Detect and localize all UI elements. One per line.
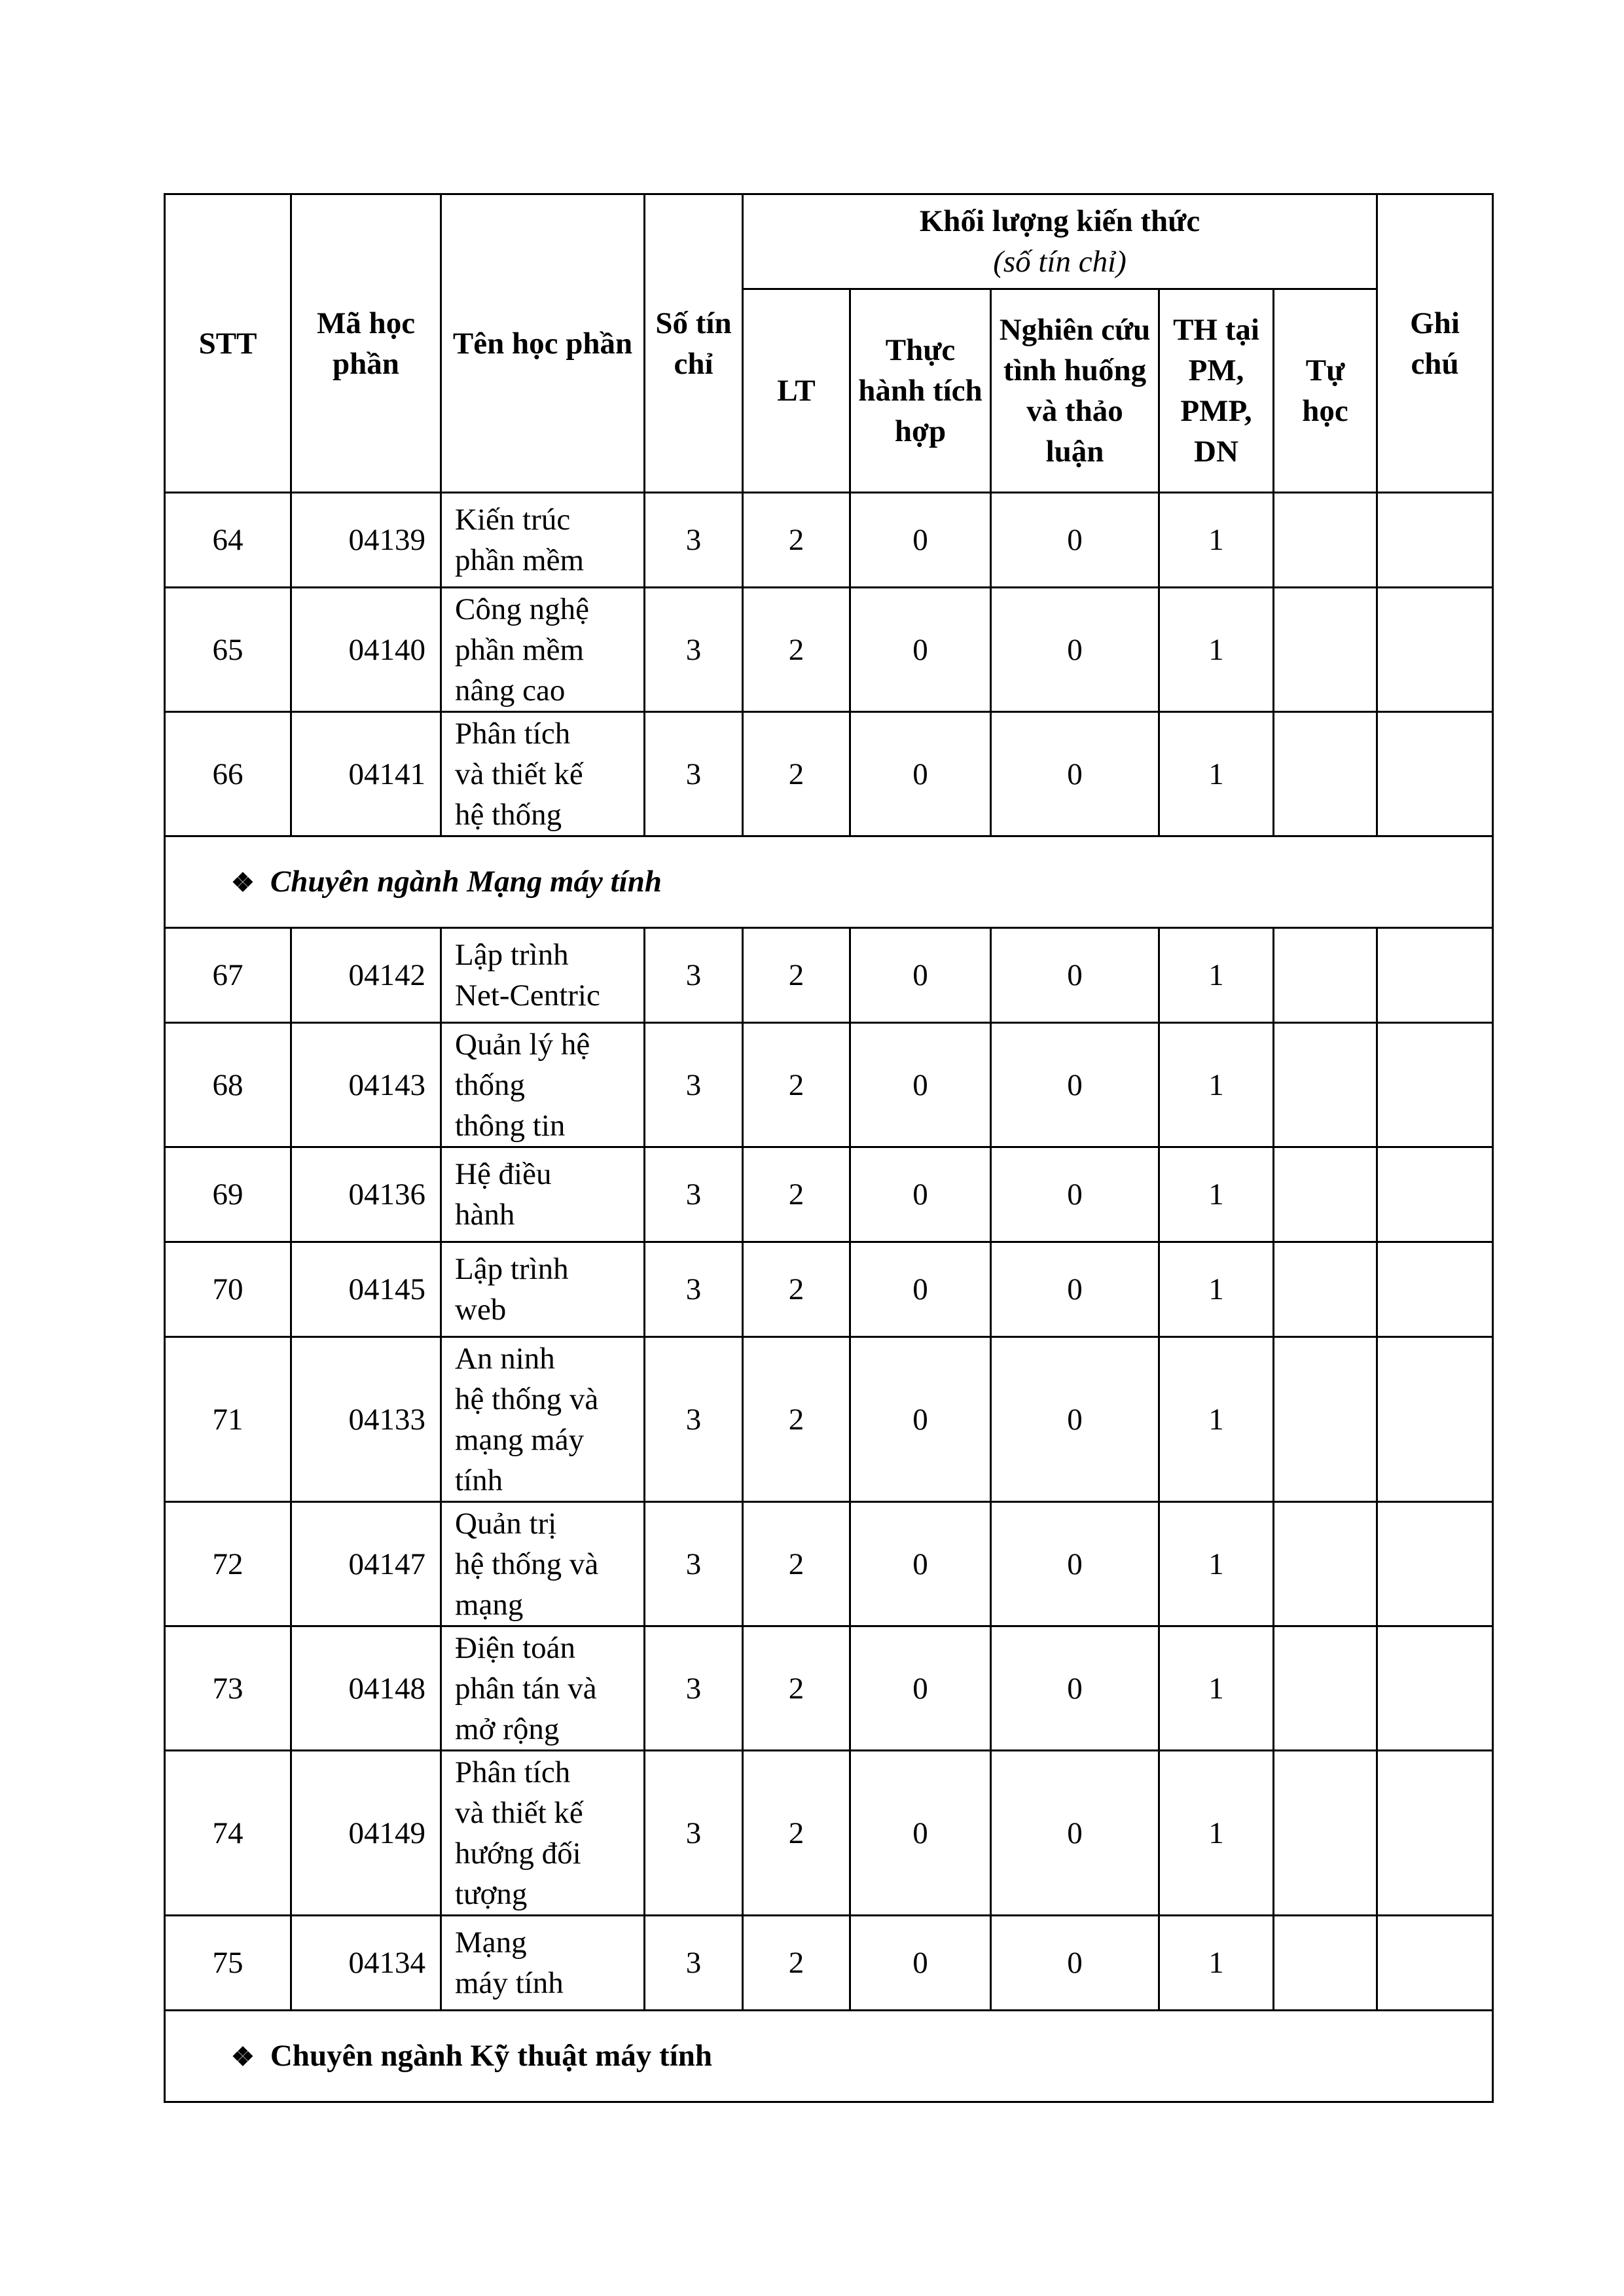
- course-name-line: Lập trình: [455, 938, 569, 972]
- course-name-line: Phân tích: [455, 716, 571, 751]
- cell-lab: 1: [1159, 1023, 1274, 1147]
- cell-stt: 73: [165, 1626, 291, 1751]
- cell-code: 04136: [291, 1147, 441, 1242]
- course-name-line: Net-Centric: [455, 978, 600, 1013]
- curriculum-table: [164, 193, 1494, 2103]
- course-name-line: tính: [455, 1463, 503, 1498]
- cell-note: [1377, 712, 1493, 836]
- cell-note: [1377, 1147, 1493, 1242]
- cell-credits: 3: [645, 928, 743, 1023]
- cell-lab: 1: [1159, 1147, 1274, 1242]
- table-row: [165, 1023, 1493, 1147]
- table-body-block2: [165, 928, 1493, 2011]
- cell-practice: 0: [850, 1242, 991, 1337]
- cell-credits: 3: [645, 1916, 743, 2011]
- table-row: [165, 1502, 1493, 1626]
- header-group-subtitle: (số tín chỉ): [993, 245, 1127, 279]
- cell-lt: 2: [743, 1337, 850, 1502]
- course-name-line: An ninh: [455, 1341, 555, 1376]
- cell-lab: 1: [1159, 928, 1274, 1023]
- diamond-bullet-icon: ❖: [231, 867, 255, 897]
- table-row: [165, 712, 1493, 836]
- course-name-line: hướng đối: [455, 1836, 581, 1871]
- course-name-line: Phân tích: [455, 1755, 571, 1789]
- cell-name: [441, 1626, 645, 1751]
- cell-lab: 1: [1159, 1916, 1274, 2011]
- cell-credits: 3: [645, 1751, 743, 1916]
- cell-research: 0: [991, 588, 1159, 712]
- cell-self-study: [1274, 1916, 1377, 2011]
- cell-self-study: [1274, 1242, 1377, 1337]
- cell-stt: 65: [165, 588, 291, 712]
- cell-self-study: [1274, 1337, 1377, 1502]
- cell-lab: 1: [1159, 712, 1274, 836]
- course-name-line: máy tính: [455, 1966, 564, 2000]
- cell-code: 04148: [291, 1626, 441, 1751]
- cell-code: 04145: [291, 1242, 441, 1337]
- cell-note: [1377, 588, 1493, 712]
- cell-name: [441, 1242, 645, 1337]
- cell-lab: 1: [1159, 1626, 1274, 1751]
- cell-self-study: [1274, 1751, 1377, 1916]
- course-name-line: thống: [455, 1067, 526, 1102]
- cell-lab: 1: [1159, 493, 1274, 588]
- course-name-line: Công nghệ: [455, 592, 589, 626]
- cell-research: 0: [991, 1751, 1159, 1916]
- course-name-line: Kiến trúc: [455, 503, 571, 537]
- cell-lab: 1: [1159, 1242, 1274, 1337]
- table-row: [165, 1147, 1493, 1242]
- cell-code: 04149: [291, 1751, 441, 1916]
- course-name-line: Hệ điều: [455, 1157, 552, 1191]
- cell-self-study: [1274, 1626, 1377, 1751]
- cell-name: [441, 1916, 645, 2011]
- cell-research: 0: [991, 1242, 1159, 1337]
- table-row: [165, 493, 1493, 588]
- cell-name: [441, 1337, 645, 1502]
- course-name-line: Lập trình: [455, 1252, 569, 1286]
- header-note: Ghi chú: [1377, 194, 1493, 493]
- table-row: [165, 928, 1493, 1023]
- course-name-line: và thiết kế: [455, 1795, 583, 1830]
- cell-credits: 3: [645, 588, 743, 712]
- cell-note: [1377, 1242, 1493, 1337]
- cell-self-study: [1274, 712, 1377, 836]
- cell-code: 04143: [291, 1023, 441, 1147]
- cell-lt: 2: [743, 1502, 850, 1626]
- cell-practice: 0: [850, 493, 991, 588]
- cell-lt: 2: [743, 1916, 850, 2011]
- cell-code: 04140: [291, 588, 441, 712]
- header-knowledge-group: [743, 194, 1377, 289]
- diamond-bullet-icon: ❖: [231, 2041, 255, 2072]
- table-row: [165, 588, 1493, 712]
- cell-credits: 3: [645, 493, 743, 588]
- header-credits: Số tín chỉ: [645, 194, 743, 493]
- section-row-computer-engineering: [165, 2011, 1493, 2102]
- cell-credits: 3: [645, 1147, 743, 1242]
- header-stt: STT: [165, 194, 291, 493]
- header-research: Nghiên cứu tình huống và thảo luận: [991, 289, 1159, 493]
- cell-lt: 2: [743, 928, 850, 1023]
- course-name-line: hệ thống: [455, 797, 562, 832]
- course-name-line: phân tán và: [455, 1671, 597, 1706]
- table-row: [165, 1337, 1493, 1502]
- cell-research: 0: [991, 1502, 1159, 1626]
- cell-research: 0: [991, 1337, 1159, 1502]
- header-name: Tên học phần: [441, 194, 645, 493]
- table-row: [165, 1626, 1493, 1751]
- cell-name: [441, 712, 645, 836]
- course-name-line: hành: [455, 1198, 515, 1232]
- course-name-line: và thiết kế: [455, 757, 583, 791]
- cell-stt: 64: [165, 493, 291, 588]
- cell-stt: 70: [165, 1242, 291, 1337]
- cell-name: [441, 493, 645, 588]
- course-name-line: nâng cao: [455, 673, 566, 708]
- cell-practice: 0: [850, 1337, 991, 1502]
- cell-research: 0: [991, 1626, 1159, 1751]
- cell-code: 04142: [291, 928, 441, 1023]
- cell-lt: 2: [743, 1626, 850, 1751]
- table-row: [165, 1242, 1493, 1337]
- course-name-line: Điện toán: [455, 1630, 576, 1665]
- cell-research: 0: [991, 1916, 1159, 2011]
- cell-lt: 2: [743, 1751, 850, 1916]
- cell-stt: 67: [165, 928, 291, 1023]
- cell-note: [1377, 1751, 1493, 1916]
- cell-credits: 3: [645, 1626, 743, 1751]
- section-label: Chuyên ngành Mạng máy tính: [270, 864, 662, 899]
- course-name-line: Mạng: [455, 1926, 527, 1960]
- course-name-line: Quản lý hệ: [455, 1027, 590, 1062]
- table-row: [165, 1751, 1493, 1916]
- cell-lab: 1: [1159, 1337, 1274, 1502]
- cell-credits: 3: [645, 1242, 743, 1337]
- course-name-line: thông tin: [455, 1108, 566, 1143]
- header-group-title: Khối lượng kiến thức: [919, 204, 1200, 238]
- cell-credits: 3: [645, 712, 743, 836]
- cell-name: [441, 588, 645, 712]
- cell-self-study: [1274, 1023, 1377, 1147]
- cell-credits: 3: [645, 1337, 743, 1502]
- cell-code: 04139: [291, 493, 441, 588]
- cell-stt: 68: [165, 1023, 291, 1147]
- cell-self-study: [1274, 493, 1377, 588]
- cell-stt: 71: [165, 1337, 291, 1502]
- section-label: Chuyên ngành Kỹ thuật máy tính: [270, 2038, 713, 2073]
- cell-lt: 2: [743, 588, 850, 712]
- header-self-study: Tự học: [1274, 289, 1377, 493]
- cell-stt: 74: [165, 1751, 291, 1916]
- cell-name: [441, 1502, 645, 1626]
- course-name-line: tượng: [455, 1876, 528, 1911]
- cell-code: 04147: [291, 1502, 441, 1626]
- cell-name: [441, 1147, 645, 1242]
- course-name-line: mạng: [455, 1587, 524, 1622]
- course-name-line: mở rộng: [455, 1712, 560, 1746]
- section-title-computer-engineering: [165, 2011, 1493, 2102]
- cell-name: [441, 928, 645, 1023]
- cell-self-study: [1274, 588, 1377, 712]
- cell-practice: 0: [850, 712, 991, 836]
- cell-stt: 75: [165, 1916, 291, 2011]
- cell-lt: 2: [743, 1242, 850, 1337]
- cell-research: 0: [991, 1147, 1159, 1242]
- cell-self-study: [1274, 1147, 1377, 1242]
- cell-practice: 0: [850, 1502, 991, 1626]
- course-name-line: web: [455, 1293, 507, 1327]
- cell-stt: 66: [165, 712, 291, 836]
- cell-note: [1377, 1626, 1493, 1751]
- cell-self-study: [1274, 928, 1377, 1023]
- cell-lab: 1: [1159, 1502, 1274, 1626]
- cell-name: [441, 1751, 645, 1916]
- table-header: [165, 194, 1493, 493]
- cell-credits: 3: [645, 1023, 743, 1147]
- header-code: Mã học phần: [291, 194, 441, 493]
- cell-practice: 0: [850, 1916, 991, 2011]
- cell-research: 0: [991, 928, 1159, 1023]
- cell-stt: 69: [165, 1147, 291, 1242]
- cell-note: [1377, 1023, 1493, 1147]
- cell-lt: 2: [743, 712, 850, 836]
- cell-practice: 0: [850, 1626, 991, 1751]
- cell-lt: 2: [743, 493, 850, 588]
- cell-lab: 1: [1159, 1751, 1274, 1916]
- cell-practice: 0: [850, 588, 991, 712]
- cell-practice: 0: [850, 1147, 991, 1242]
- section-title-network: [165, 836, 1493, 928]
- course-name-line: phần mềm: [455, 543, 585, 577]
- cell-stt: 72: [165, 1502, 291, 1626]
- cell-code: 04133: [291, 1337, 441, 1502]
- header-lt: LT: [743, 289, 850, 493]
- course-name-line: hệ thống và: [455, 1547, 599, 1581]
- table-row: [165, 1916, 1493, 2011]
- cell-practice: 0: [850, 1751, 991, 1916]
- cell-research: 0: [991, 493, 1159, 588]
- cell-practice: 0: [850, 928, 991, 1023]
- course-name-line: hệ thống và: [455, 1382, 599, 1416]
- cell-research: 0: [991, 712, 1159, 836]
- header-lab: TH tại PM, PMP, DN: [1159, 289, 1274, 493]
- cell-lt: 2: [743, 1147, 850, 1242]
- cell-lt: 2: [743, 1023, 850, 1147]
- cell-self-study: [1274, 1502, 1377, 1626]
- cell-name: [441, 1023, 645, 1147]
- course-name-line: Quản trị: [455, 1506, 557, 1541]
- cell-note: [1377, 1337, 1493, 1502]
- header-practice: Thực hành tích hợp: [850, 289, 991, 493]
- table-body-block1: [165, 493, 1493, 836]
- cell-note: [1377, 1916, 1493, 2011]
- course-name-line: mạng máy: [455, 1422, 585, 1457]
- section-row-network: [165, 836, 1493, 928]
- cell-practice: 0: [850, 1023, 991, 1147]
- cell-note: [1377, 493, 1493, 588]
- cell-code: 04141: [291, 712, 441, 836]
- cell-code: 04134: [291, 1916, 441, 2011]
- cell-note: [1377, 1502, 1493, 1626]
- cell-research: 0: [991, 1023, 1159, 1147]
- cell-credits: 3: [645, 1502, 743, 1626]
- cell-note: [1377, 928, 1493, 1023]
- course-name-line: phần mềm: [455, 632, 585, 667]
- cell-lab: 1: [1159, 588, 1274, 712]
